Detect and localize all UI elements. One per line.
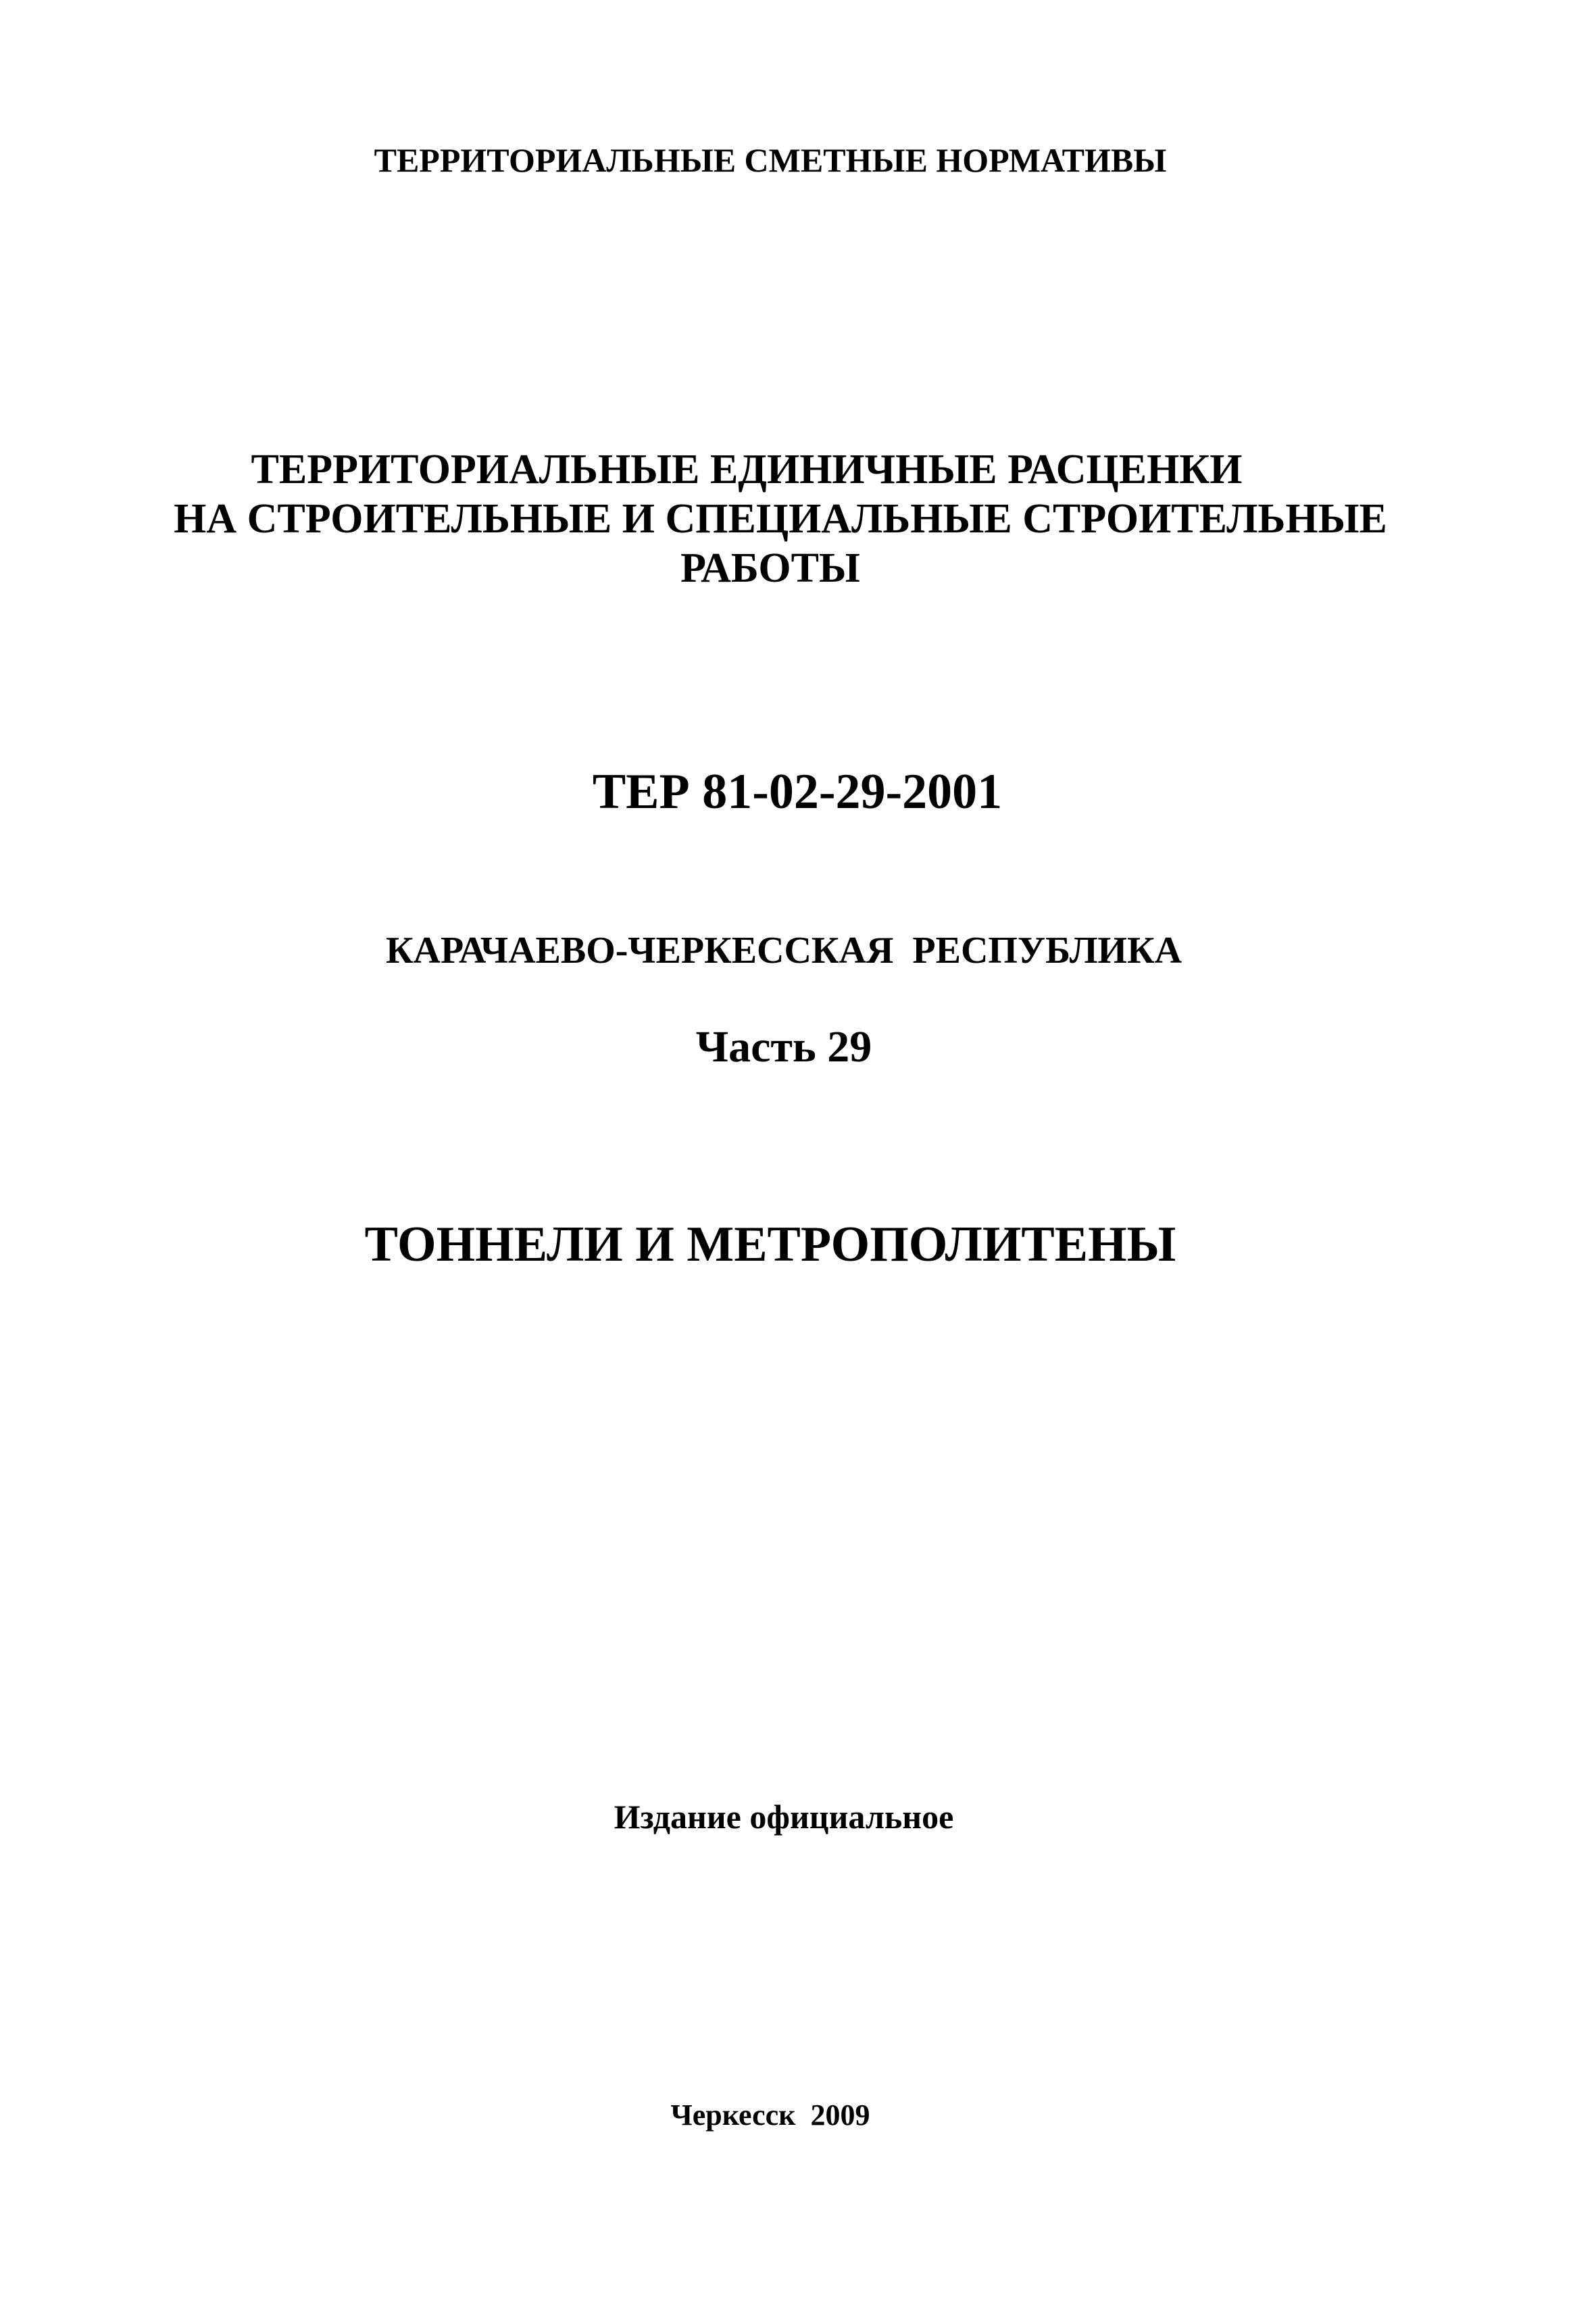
- city-year: Черкесск 2009: [670, 2098, 870, 2132]
- region-name: КАРАЧАЕВО-ЧЕРКЕССКАЯ РЕСПУБЛИКА: [385, 930, 1182, 972]
- edition-label: Издание официальное: [614, 1798, 954, 1836]
- title-line-1: ТЕРРИТОРИАЛЬНЫЕ ЕДИНИЧНЫЕ РАСЦЕНКИ: [251, 447, 1243, 493]
- document-header: ТЕРРИТОРИАЛЬНЫЕ СМЕТНЫЕ НОРМАТИВЫ: [374, 141, 1167, 179]
- title-line-3: РАБОТЫ: [680, 545, 860, 591]
- title-line-2: НА СТРОИТЕЛЬНЫЕ И СПЕЦИАЛЬНЫЕ СТРОИТЕЛЬНЫЕ: [174, 496, 1387, 542]
- section-title: ТОННЕЛИ И МЕТРОПОЛИТЕНЫ: [364, 1217, 1176, 1272]
- document-code: ТЕР 81-02-29-2001: [592, 764, 1003, 820]
- part-number: Часть 29: [695, 1022, 872, 1072]
